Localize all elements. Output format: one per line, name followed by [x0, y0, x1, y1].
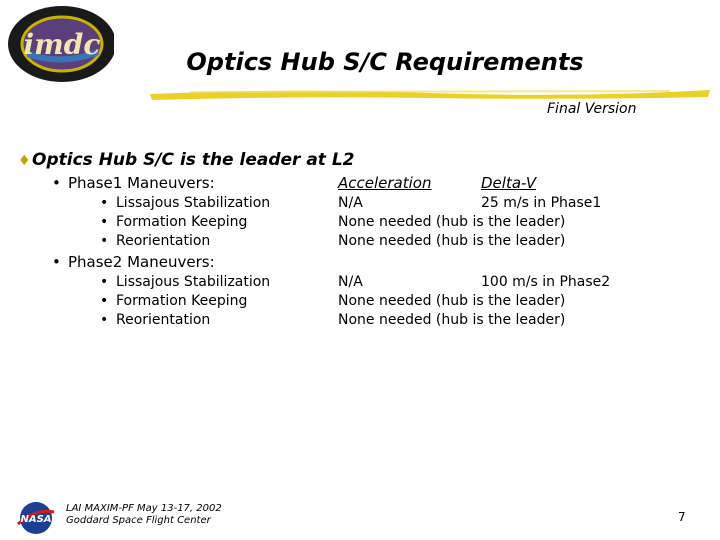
phase2-label: • Phase2 Maneuvers: [52, 253, 215, 271]
column-header-delta-v: Delta-V [481, 174, 537, 192]
list-item: • Reorientation [100, 233, 211, 249]
main-heading: ♦Optics Hub S/C is the leader at L2 [18, 150, 355, 170]
delta-v-value: 100 m/s in Phase2 [481, 274, 611, 290]
phase1-label: • Phase1 Maneuvers: [52, 174, 215, 192]
list-item: • Lissajous Stabilization [100, 195, 271, 211]
diamond-bullet-icon: ♦ [18, 153, 31, 169]
list-item: • Formation Keeping [100, 293, 248, 309]
column-header-acceleration: Acceleration [338, 174, 432, 192]
brush-underline [150, 84, 710, 102]
requirement-value: None needed (hub is the leader) [338, 233, 566, 249]
imdc-logo [6, 4, 114, 84]
delta-v-value: 25 m/s in Phase1 [481, 195, 602, 211]
acceleration-value: N/A [338, 195, 363, 211]
acceleration-value: N/A [338, 274, 363, 290]
nasa-logo [14, 500, 58, 536]
requirement-value: None needed (hub is the leader) [338, 312, 566, 328]
list-item: • Reorientation [100, 312, 211, 328]
footer-conference: LAI MAXIM-PF May 13-17, 2002 [66, 503, 222, 514]
footer-organization: Goddard Space Flight Center [66, 515, 211, 526]
page-number: 7 [678, 510, 686, 524]
list-item: • Lissajous Stabilization [100, 274, 271, 290]
version-label: Final Version [547, 101, 637, 117]
page-title: Optics Hub S/C Requirements [186, 48, 584, 76]
svg-text:NASA: NASA [20, 514, 52, 525]
logo-text: imdc [23, 28, 101, 61]
requirement-value: None needed (hub is the leader) [338, 293, 566, 309]
list-item: • Formation Keeping [100, 214, 248, 230]
requirement-value: None needed (hub is the leader) [338, 214, 566, 230]
